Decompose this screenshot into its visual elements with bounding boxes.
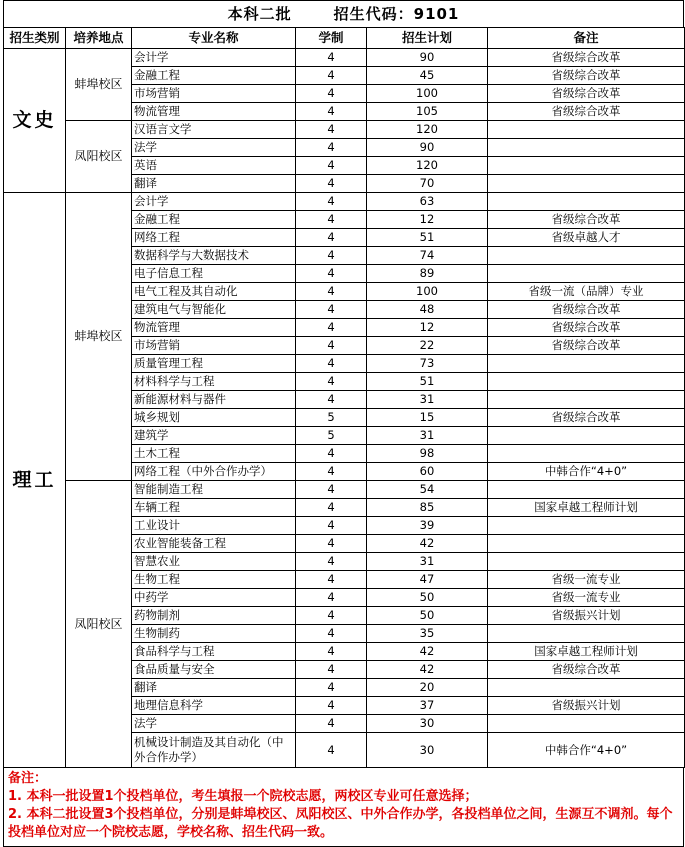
years-cell: 4	[296, 67, 367, 85]
quota-cell: 31	[367, 391, 488, 409]
years-cell: 4	[296, 49, 367, 67]
major-cell: 城乡规划	[132, 409, 296, 427]
quota-cell: 51	[367, 229, 488, 247]
remarks-cell	[488, 157, 685, 175]
years-cell: 4	[296, 355, 367, 373]
major-cell: 食品科学与工程	[132, 643, 296, 661]
years-cell: 5	[296, 409, 367, 427]
remarks-cell: 中韩合作“4+0”	[488, 463, 685, 481]
remarks-cell	[488, 139, 685, 157]
remarks-cell: 省级综合改革	[488, 301, 685, 319]
table-row	[4, 121, 685, 139]
quota-cell: 48	[367, 301, 488, 319]
remarks-cell	[488, 247, 685, 265]
remarks-cell	[488, 481, 685, 499]
major-cell: 智慧农业	[132, 553, 296, 571]
remarks-cell	[488, 445, 685, 463]
years-cell: 4	[296, 679, 367, 697]
years-cell: 4	[296, 391, 367, 409]
remarks-cell: 省级综合改革	[488, 67, 685, 85]
years-cell: 4	[296, 553, 367, 571]
major-cell: 食品质量与安全	[132, 661, 296, 679]
years-cell: 4	[296, 499, 367, 517]
quota-cell: 42	[367, 661, 488, 679]
category-cell: 文史	[4, 49, 66, 193]
major-cell: 法学	[132, 139, 296, 157]
quota-cell: 73	[367, 355, 488, 373]
years-cell: 4	[296, 139, 367, 157]
years-cell: 4	[296, 157, 367, 175]
quota-cell: 90	[367, 139, 488, 157]
major-cell: 数据科学与大数据技术	[132, 247, 296, 265]
quota-cell: 42	[367, 535, 488, 553]
years-cell: 4	[296, 445, 367, 463]
years-cell: 4	[296, 337, 367, 355]
notes-box	[3, 768, 684, 847]
quota-cell: 22	[367, 337, 488, 355]
major-cell: 网络工程	[132, 229, 296, 247]
major-cell: 材料科学与工程	[132, 373, 296, 391]
years-cell: 4	[296, 715, 367, 733]
quota-cell: 120	[367, 157, 488, 175]
remarks-cell	[488, 121, 685, 139]
major-cell: 市场营销	[132, 337, 296, 355]
major-cell: 地理信息科学	[132, 697, 296, 715]
years-cell: 4	[296, 121, 367, 139]
remarks-cell: 中韩合作“4+0”	[488, 733, 685, 768]
major-cell: 电子信息工程	[132, 265, 296, 283]
years-cell: 4	[296, 733, 367, 768]
quota-cell: 60	[367, 463, 488, 481]
remarks-cell	[488, 625, 685, 643]
remarks-cell	[488, 265, 685, 283]
quota-cell: 35	[367, 625, 488, 643]
major-cell: 网络工程（中外合作办学）	[132, 463, 296, 481]
years-cell: 4	[296, 607, 367, 625]
campus-cell: 蚌埠校区	[66, 193, 132, 481]
years-cell: 4	[296, 517, 367, 535]
major-cell: 机械设计制造及其自动化（中外合作办学）	[132, 733, 296, 768]
years-cell: 4	[296, 481, 367, 499]
years-cell: 4	[296, 661, 367, 679]
quota-cell: 85	[367, 499, 488, 517]
remarks-cell: 省级振兴计划	[488, 607, 685, 625]
quota-cell: 45	[367, 67, 488, 85]
years-cell: 4	[296, 319, 367, 337]
admission-plan-document	[3, 0, 684, 847]
quota-cell: 90	[367, 49, 488, 67]
column-header-major: 专业名称	[132, 28, 296, 49]
quota-cell: 31	[367, 553, 488, 571]
campus-cell: 凤阳校区	[66, 121, 132, 193]
remarks-cell	[488, 679, 685, 697]
remarks-cell: 省级综合改革	[488, 337, 685, 355]
years-cell: 4	[296, 229, 367, 247]
table-row	[4, 193, 685, 211]
quota-cell: 12	[367, 319, 488, 337]
remarks-cell	[488, 355, 685, 373]
major-cell: 英语	[132, 157, 296, 175]
major-cell: 生物制药	[132, 625, 296, 643]
major-cell: 金融工程	[132, 67, 296, 85]
quota-cell: 70	[367, 175, 488, 193]
years-cell: 4	[296, 247, 367, 265]
table-row	[4, 49, 685, 67]
major-cell: 建筑学	[132, 427, 296, 445]
remarks-cell: 省级综合改革	[488, 85, 685, 103]
major-cell: 质量管理工程	[132, 355, 296, 373]
years-cell: 4	[296, 373, 367, 391]
table-header-row	[4, 28, 685, 49]
years-cell: 4	[296, 193, 367, 211]
remarks-cell: 省级综合改革	[488, 103, 685, 121]
campus-cell: 蚌埠校区	[66, 49, 132, 121]
years-cell: 4	[296, 175, 367, 193]
years-cell: 4	[296, 625, 367, 643]
table-row	[4, 481, 685, 499]
years-cell: 4	[296, 571, 367, 589]
remarks-cell	[488, 391, 685, 409]
remarks-cell	[488, 535, 685, 553]
quota-cell: 89	[367, 265, 488, 283]
remarks-cell: 省级一流（品牌）专业	[488, 283, 685, 301]
major-cell: 生物工程	[132, 571, 296, 589]
major-cell: 金融工程	[132, 211, 296, 229]
quota-cell: 31	[367, 427, 488, 445]
column-header-quota: 招生计划	[367, 28, 488, 49]
remarks-cell: 省级综合改革	[488, 661, 685, 679]
quota-cell: 39	[367, 517, 488, 535]
quota-cell: 50	[367, 589, 488, 607]
major-cell: 智能制造工程	[132, 481, 296, 499]
quota-cell: 120	[367, 121, 488, 139]
major-cell: 物流管理	[132, 319, 296, 337]
quota-cell: 42	[367, 643, 488, 661]
remarks-cell	[488, 427, 685, 445]
remarks-cell: 省级一流专业	[488, 571, 685, 589]
major-cell: 物流管理	[132, 103, 296, 121]
quota-cell: 37	[367, 697, 488, 715]
major-cell: 法学	[132, 715, 296, 733]
column-header-years: 学制	[296, 28, 367, 49]
remarks-cell: 省级综合改革	[488, 49, 685, 67]
major-cell: 农业智能装备工程	[132, 535, 296, 553]
remarks-cell: 国家卓越工程师计划	[488, 643, 685, 661]
table-title	[3, 0, 684, 27]
quota-cell: 98	[367, 445, 488, 463]
quota-cell: 50	[367, 607, 488, 625]
years-cell: 4	[296, 589, 367, 607]
remarks-cell	[488, 715, 685, 733]
years-cell: 4	[296, 463, 367, 481]
campus-cell: 凤阳校区	[66, 481, 132, 768]
major-cell: 会计学	[132, 49, 296, 67]
major-cell: 翻译	[132, 175, 296, 193]
major-cell: 市场营销	[132, 85, 296, 103]
major-cell: 翻译	[132, 679, 296, 697]
remarks-cell: 省级综合改革	[488, 211, 685, 229]
notes-heading: 备注：	[8, 771, 48, 786]
years-cell: 4	[296, 301, 367, 319]
quota-cell: 20	[367, 679, 488, 697]
admission-plan-table	[3, 27, 685, 768]
major-cell: 会计学	[132, 193, 296, 211]
column-header-campus: 培养地点	[66, 28, 132, 49]
remarks-cell: 省级综合改革	[488, 409, 685, 427]
quota-cell: 54	[367, 481, 488, 499]
notes-line-1: 1. 本科一批设置1个投档单位，考生填报一个院校志愿，两校区专业可任意选择；	[8, 789, 478, 804]
category-cell: 理工	[4, 193, 66, 768]
quota-cell: 15	[367, 409, 488, 427]
column-header-remarks: 备注	[488, 28, 685, 49]
major-cell: 新能源材料与器件	[132, 391, 296, 409]
major-cell: 药物制剂	[132, 607, 296, 625]
years-cell: 4	[296, 85, 367, 103]
major-cell: 土木工程	[132, 445, 296, 463]
major-cell: 建筑电气与智能化	[132, 301, 296, 319]
column-header-category: 招生类别	[4, 28, 66, 49]
remarks-cell: 省级振兴计划	[488, 697, 685, 715]
remarks-cell: 省级一流专业	[488, 589, 685, 607]
remarks-cell	[488, 175, 685, 193]
quota-cell: 74	[367, 247, 488, 265]
years-cell: 4	[296, 211, 367, 229]
quota-cell: 51	[367, 373, 488, 391]
quota-cell: 47	[367, 571, 488, 589]
major-cell: 电气工程及其自动化	[132, 283, 296, 301]
admission-code: 招生代码：9101	[333, 5, 460, 23]
quota-cell: 12	[367, 211, 488, 229]
years-cell: 4	[296, 265, 367, 283]
years-cell: 4	[296, 697, 367, 715]
table-body	[4, 49, 685, 768]
years-cell: 4	[296, 283, 367, 301]
quota-cell: 105	[367, 103, 488, 121]
major-cell: 工业设计	[132, 517, 296, 535]
remarks-cell	[488, 373, 685, 391]
years-cell: 5	[296, 427, 367, 445]
quota-cell: 100	[367, 283, 488, 301]
major-cell: 中药学	[132, 589, 296, 607]
quota-cell: 30	[367, 715, 488, 733]
notes-line-2: 2. 本科二批设置3个投档单位，分别是蚌埠校区、凤阳校区、中外合作办学，各投档单位之间，生源互不调剂。每个投档单位对应一个院校志愿，学校名称、招生代码一致。	[8, 807, 673, 840]
remarks-cell	[488, 553, 685, 571]
years-cell: 4	[296, 643, 367, 661]
major-cell: 车辆工程	[132, 499, 296, 517]
major-cell: 汉语言文学	[132, 121, 296, 139]
batch-name: 本科二批	[227, 5, 292, 23]
quota-cell: 63	[367, 193, 488, 211]
quota-cell: 30	[367, 733, 488, 768]
quota-cell: 100	[367, 85, 488, 103]
remarks-cell: 省级卓越人才	[488, 229, 685, 247]
remarks-cell	[488, 193, 685, 211]
remarks-cell: 省级综合改革	[488, 319, 685, 337]
remarks-cell	[488, 517, 685, 535]
years-cell: 4	[296, 535, 367, 553]
years-cell: 4	[296, 103, 367, 121]
remarks-cell: 国家卓越工程师计划	[488, 499, 685, 517]
